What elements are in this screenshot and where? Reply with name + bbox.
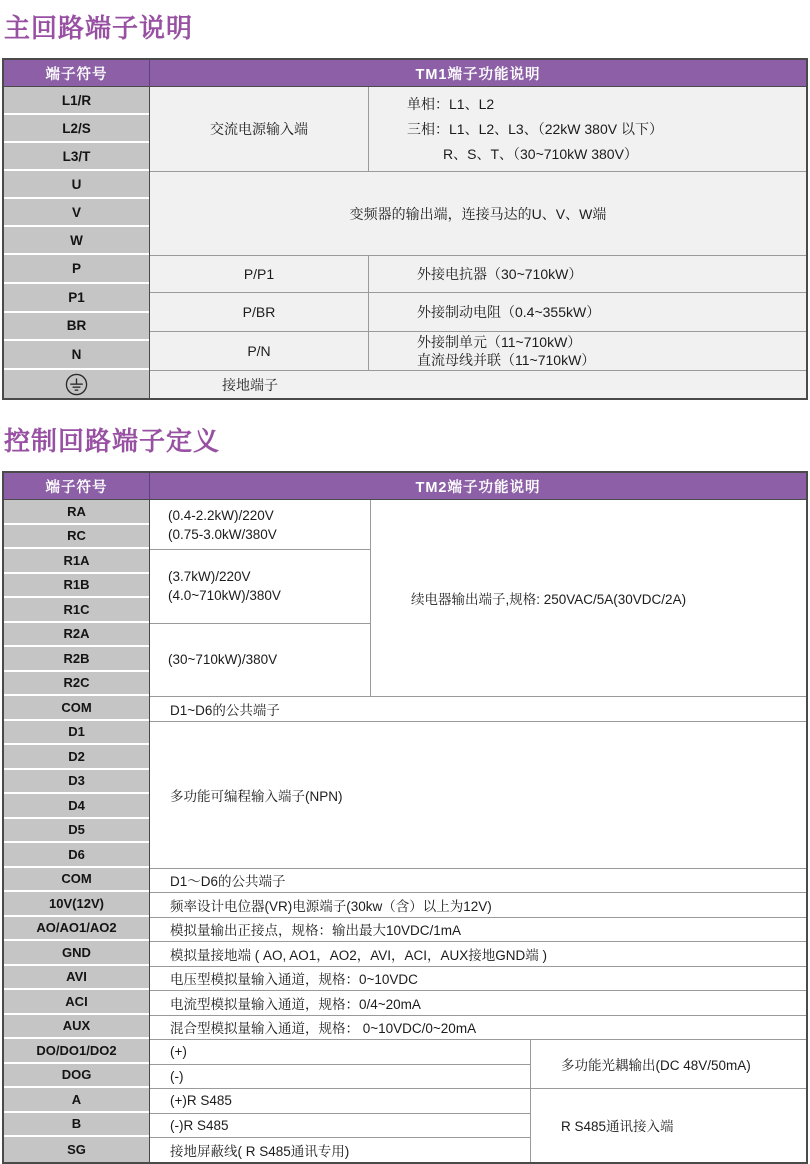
terminal-pair-label: P/P1 — [150, 256, 369, 292]
ac-input-label: 交流电源输入端 — [150, 87, 369, 171]
terminal-cell: D4 — [4, 794, 149, 819]
opto-output-band — [4, 1039, 806, 1088]
dc-bus-description: 外接电抗器（30~710kW） — [417, 265, 583, 282]
relay-spec-cell — [150, 500, 370, 549]
terminal-cell: R2A — [4, 623, 149, 648]
dc-bus-row — [150, 331, 806, 370]
ground-description: 接地端子 — [222, 376, 278, 393]
terminal-column — [4, 255, 150, 370]
column-header-terminal-symbol: 端子符号 — [4, 473, 150, 499]
dc-bus-desc-line: 外接制单元（11~710kW） — [417, 334, 582, 351]
rs485-signal-value: (-)R S485 — [150, 1113, 530, 1138]
rs485-band — [4, 1088, 806, 1162]
terminal-cell: DO/DO1/DO2 — [4, 1039, 149, 1064]
rs485-signal-value: (+)R S485 — [170, 1093, 232, 1109]
terminal-column — [4, 1088, 150, 1162]
relay-spec-line: (0.75-3.0kW/380V — [168, 526, 277, 542]
terminal-cell: B — [4, 1113, 149, 1138]
relay-spec-line: (3.7kW)/220V — [168, 569, 251, 585]
analog-row-description: 模拟量接地端 ( AO, AO1，AO2，AVI，ACI，AUX接地GND端 ) — [170, 947, 548, 963]
dc-bus-description: 外接制动电阻（0.4~355kW） — [417, 304, 601, 321]
terminal-cell: P — [4, 255, 149, 284]
terminal-cell: N — [4, 341, 149, 370]
rs485-signal-value: 接地屏蔽线( R S485通讯专用) — [150, 1137, 530, 1162]
analog-row — [4, 892, 806, 917]
terminal-cell: R2B — [4, 647, 149, 672]
terminal-column — [4, 171, 150, 255]
ac-input-description — [369, 87, 806, 171]
relay-spec-cell — [150, 549, 370, 623]
relay-spec-cell — [150, 623, 370, 697]
main-circuit-title: 主回路端子说明 — [4, 13, 194, 43]
analog-row — [4, 966, 806, 991]
opto-output-description: 多功能光耦输出(DC 48V/50mA) — [530, 1040, 806, 1088]
terminal-cell: R2C — [4, 672, 149, 697]
ac-input-desc-line: R、S、T、（30~710kW 380V） — [443, 145, 638, 162]
terminal-cell: R1A — [4, 549, 149, 574]
main-terminal-table — [2, 58, 808, 400]
terminal-cell: D2 — [4, 745, 149, 770]
dc-bus-desc-line: 直流母线并联（11~710kW） — [417, 352, 596, 369]
relay-output-description: 续电器输出端子,规格: 250VAC/5A(30VDC/2A) — [370, 500, 806, 696]
terminal-cell: RC — [4, 525, 149, 550]
analog-row — [4, 990, 806, 1015]
terminal-column — [4, 87, 150, 171]
analog-row — [4, 1015, 806, 1040]
com-description: D1～D6的公共端子 — [170, 874, 286, 890]
terminal-column — [4, 721, 150, 868]
terminal-cell: GND — [4, 941, 149, 966]
terminal-cell: L1/R — [4, 87, 149, 115]
com-row — [4, 868, 806, 893]
terminal-cell: DOG — [4, 1064, 149, 1089]
control-terminal-table — [2, 471, 808, 1164]
digital-input-description: 多功能可编程输入端子(NPN) — [170, 788, 343, 804]
terminal-cell: R1B — [4, 574, 149, 599]
ac-input-desc-line: 三相：L1、L2、L3、（22kW 380V 以下） — [407, 120, 663, 137]
terminal-cell: U — [4, 171, 149, 199]
terminal-column — [4, 1039, 150, 1088]
terminal-cell: RA — [4, 500, 149, 525]
relay-spec-line: (4.0~710kW)/380V — [168, 588, 281, 604]
ground-band — [4, 370, 806, 398]
relay-spec-line: (0.4-2.2kW)/220V — [168, 507, 274, 523]
terminal-pair-label: P/BR — [150, 293, 369, 332]
analog-row-description: 电压型模拟量输入通道，规格：0~10VDC — [170, 972, 418, 988]
terminal-cell: W — [4, 227, 149, 255]
terminal-cell: L3/T — [4, 143, 149, 171]
terminal-cell-ground — [4, 370, 149, 398]
main-table-header — [4, 60, 806, 87]
terminal-cell: D1 — [4, 721, 149, 746]
com-row — [4, 696, 806, 721]
dc-bus-row — [150, 292, 806, 332]
digital-input-band — [4, 721, 806, 868]
terminal-cell: D5 — [4, 819, 149, 844]
terminal-pair-label: P/N — [150, 332, 369, 370]
terminal-cell: V — [4, 199, 149, 227]
opto-polarity-value: (-) — [150, 1064, 530, 1089]
control-table-header — [4, 473, 806, 500]
inverter-output-band — [4, 171, 806, 255]
terminal-cell: AUX — [4, 1015, 149, 1040]
terminal-cell: ACI — [4, 990, 149, 1015]
ac-input-desc-line: 单相：L1、L2 — [407, 95, 495, 112]
terminal-cell: COM — [4, 868, 149, 893]
terminal-cell: 10V(12V) — [4, 892, 149, 917]
terminal-cell: AO/AO1/AO2 — [4, 917, 149, 942]
analog-row-description: 混合型模拟量输入通道，规格： 0~10VDC/0~20mA — [170, 1021, 477, 1037]
dc-bus-description — [369, 332, 806, 370]
protective-earth-icon — [64, 372, 89, 397]
terminal-cell: R1C — [4, 598, 149, 623]
column-header-terminal-symbol: 端子符号 — [4, 60, 150, 86]
rs485-description: R S485通讯接入端 — [530, 1089, 806, 1162]
opto-polarity-value: (+) — [170, 1044, 187, 1060]
control-circuit-title: 控制回路端子定义 — [4, 426, 221, 456]
analog-row — [4, 941, 806, 966]
analog-row-description: 模拟量输出正接点，规格：输出最大10VDC/1mA — [170, 923, 462, 939]
relay-output-band — [4, 500, 806, 696]
analog-row-description: 频率设计电位器(VR)电源端子(30kw（含）以上为12V) — [170, 898, 492, 914]
terminal-cell: AVI — [4, 966, 149, 991]
analog-row-description: 电流型模拟量输入通道，规格：0/4~20mA — [170, 996, 421, 1012]
terminal-cell: SG — [4, 1137, 149, 1162]
terminal-cell: L2/S — [4, 115, 149, 143]
terminal-cell: BR — [4, 313, 149, 342]
analog-row — [4, 917, 806, 942]
com-description: D1~D6的公共端子 — [170, 702, 280, 718]
terminal-column — [4, 500, 150, 696]
terminal-cell: A — [4, 1088, 149, 1113]
ac-input-band — [4, 87, 806, 171]
dc-bus-row — [150, 256, 806, 292]
terminal-cell: P1 — [4, 284, 149, 313]
terminal-column — [4, 370, 150, 398]
terminal-cell: COM — [4, 696, 149, 721]
relay-spec-line: (30~710kW)/380V — [168, 652, 278, 668]
dc-bus-band — [4, 255, 806, 370]
column-header-tm1-function: TM1端子功能说明 — [415, 66, 541, 83]
column-header-tm2-function: TM2端子功能说明 — [415, 479, 541, 496]
terminal-cell: D6 — [4, 843, 149, 868]
inverter-output-description: 变频器的输出端，连接马达的U、V、W端 — [349, 205, 607, 222]
terminal-cell: D3 — [4, 770, 149, 795]
